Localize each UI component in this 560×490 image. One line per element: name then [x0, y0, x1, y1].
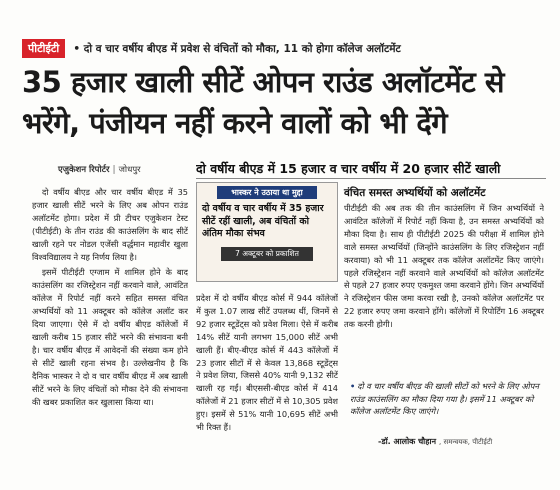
callout-date: 7 अक्टूबर को प्रकाशित	[221, 247, 313, 261]
quote-role: , समन्वयक, पीटीईटी	[439, 438, 493, 446]
left-paragraph-2: इसमें पीटीईटी एग्जाम में शामिल होने के बाद काउंसलिंग का रजिस्ट्रेशन नहीं करवाने वाले, आवंटित कॉलेज में रिपोर्ट नहीं करने सहित समस्त वंचित अभ्यर्थियों को 11 अक्टूबर को कॉलेज अलॉट कर दिया जाएगा। ऐसे में दो वर्षीय बीएड कॉलेजों में खाली करीब 15 हजार सीटें भरने की संभावना बनी है। चार वर्षीय बीएड में आवेदनों की संख्या कम होने से सीटें खाली रहना संभव है। उल्लेखनीय है कि दैनिक भास्कर ने दो व चार वर्षीय बीएड में अब खाली सीटें भरने के लिए वंचितों को मौका देने की संभावना की खबर प्रकाशित कर खुलासा किया था।	[32, 267, 188, 407]
left-paragraph-1: दो वर्षीय बीएड और चार वर्षीय बीएड में 35 हजार खाली सीटें भरने के लिए अब ओपन राउंड अलॉटमेंट होगा। प्रदेश में प्री टीचर एजुकेशन टेस्ट (पीटीईटी) के तीन राउंड की काउंसलिंग के बाद सीटें खाली रहने पर नोडल एजेंसी वर्द्धमान महावीर खुला विश्वविद्यालय ने यह निर्णय लिया है।	[32, 187, 188, 262]
byline-city: जोधपुर	[118, 165, 141, 175]
callout-tag: भास्कर ने उठाया था मुद्दा	[217, 186, 317, 199]
pull-quote	[350, 380, 540, 418]
kicker-text: • दो व चार वर्षीय बीएड में प्रवेश से वंचितों को मौका, 11 को होगा कॉलेज अलॉटमेंट	[73, 42, 401, 55]
divider-line	[196, 178, 546, 179]
quote-attribution	[378, 436, 546, 447]
kicker-line	[22, 38, 542, 58]
byline	[58, 164, 141, 175]
subheadline: दो वर्षीय बीएड में 15 हजार व चार वर्षीय में 20 हजार सीटें खाली	[196, 161, 501, 176]
quote-bullet: •	[350, 381, 356, 391]
headline: 35 हजार खाली सीटें ओपन राउंड अलॉटमेंट से भरेंगे, पंजीयन नहीं करने वालों को भी देंगे	[22, 65, 504, 140]
right-column-heading: वंचित समस्त अभ्यर्थियों को अलॉटमेंट	[344, 187, 486, 199]
callout-box	[196, 182, 338, 282]
byline-separator: |	[112, 165, 116, 175]
byline-author: एजुकेशन रिपोर्टर	[58, 165, 110, 175]
middle-paragraph-1: प्रदेश में दो वर्षीय बीएड कोर्स में 944 कॉलेजों में कुल 1.07 लाख सीटें उपलब्ध थीं, जिनमें से 92 हजार स्टूडेंट्स को प्रवेश मिला। ऐसे में करीब 14% सीटें यानी लगभग 15,000 सीटें अभी खाली हैं। बीए-बीएड कोर्स में 443 कॉलेजों में 23 हजार सीटों में से केवल 13,868 स्टूडेंट्स ने प्रवेश लिया, जिससे 40% यानी 9,132 सीटें खाली रह गईं। बीएससी-बीएड कोर्स में 414 कॉलेजों में 21 हजार सीटों में से 10,305 प्रवेश हुए। इसमें से 51% यानी 10,695 सीटें अभी भी रिक्त हैं।	[196, 293, 338, 433]
middle-column	[196, 292, 338, 480]
section-tag: पीटीईटी	[22, 39, 65, 58]
left-column	[32, 186, 188, 476]
callout-headline: दो वर्षीय व चार वर्षीय में 35 हजार सीटें रहीं खाली, अब वंचितों को अंतिम मौका संभव	[202, 203, 324, 239]
right-paragraph-1: पीटीईटी की अब तक की तीन काउंसलिंग में जिन अभ्यर्थियों ने आवंटित कॉलेजों में रिपोर्ट नहीं किया है, उन समस्त अभ्यर्थियों को मौका दिया है। साथ ही पीटीईटी 2025 की परीक्षा में शामिल होने वाले समस्त अभ्यर्थियों (जिन्होंने काउंसलिंग के लिए रजिस्ट्रेशन नहीं करवाया) को भी 11 अक्टूबर तक कॉलेज अलॉटमेंट किए जाएंगे। पहले रजिस्ट्रेशन नहीं करवाने वाले अभ्यर्थियों को कॉलेज अलॉटमेंट से पहले 27 हजार रुपए एकमुश्त जमा करवाने होंगे। जिन अभ्यर्थियों ने रजिस्ट्रेशन फीस जमा करवा रखी है, उनको कॉलेज अलॉटमेंट पर 22 हजार रुपए जमा करवाने होंगे। कॉलेजों में रिपोर्टिंग 16 अक्टूबर तक करनी होगी।	[344, 203, 544, 330]
right-column	[344, 202, 544, 372]
quote-text: दो व चार वर्षीय बीएड की खाली सीटों को भरने के लिए ओपन राउंड काउंसलिंग का मौका दिया गया है। इसमें 11 अक्टूबर को कॉलेज अलॉटमेंट किए जाएंगे।	[350, 381, 539, 416]
quote-author: -डॉ. आलोक चौहान	[378, 437, 437, 446]
